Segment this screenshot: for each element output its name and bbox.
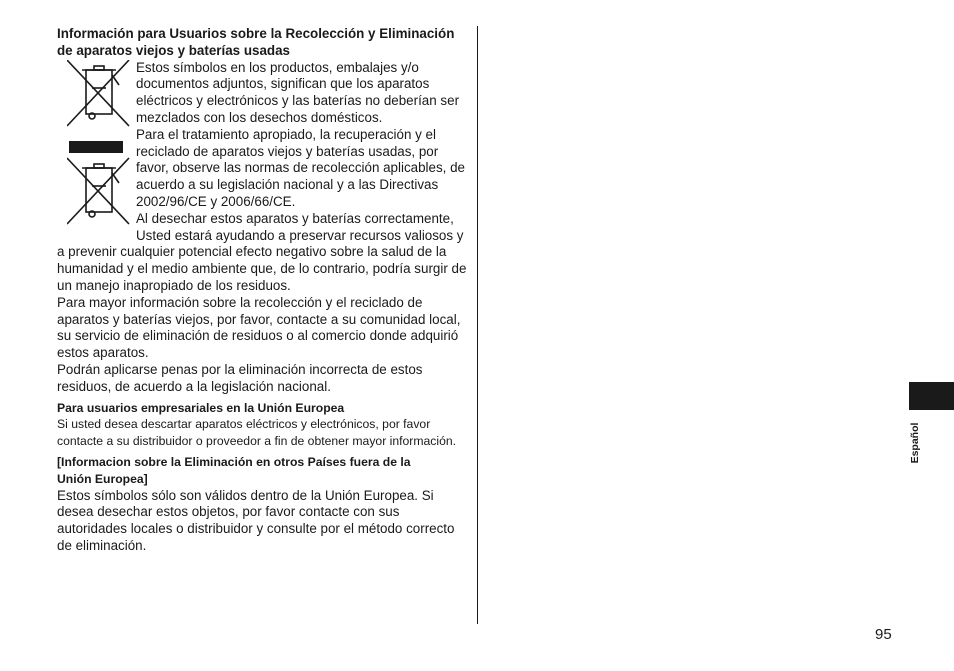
- section1-line: Podrán aplicarse penas por la eliminación incorrecta de estos: [57, 361, 423, 377]
- section3-line: de eliminación.: [57, 537, 147, 553]
- section1-line: mezclados con los desechos domésticos.: [136, 109, 383, 125]
- section3-heading-line-1: [Informacion sobre la Eliminación en otros Países fuera de la: [57, 454, 411, 469]
- section2-heading: Para usuarios empresariales en la Unión Europea: [57, 400, 345, 415]
- section1-line: estos aparatos.: [57, 345, 149, 361]
- weee-symbols: [67, 60, 135, 235]
- section1-line: un manejo inapropiado de los residuos.: [57, 277, 291, 293]
- section1-line: documentos adjuntos, significan que los aparatos: [136, 76, 430, 92]
- section1-line: Usted estará ayudando a preservar recursos valiosos y: [136, 227, 464, 243]
- language-label: Español: [909, 422, 921, 464]
- section1-line: acuerdo a su legislación nacional y a las Directivas: [136, 177, 439, 193]
- section1-heading-line-2: de aparatos viejos y baterías usadas: [57, 42, 290, 58]
- section1-line: su servicio de eliminación de residuos o al comercio donde adquirió: [57, 328, 459, 344]
- section1-line: reciclado de aparatos viejos y baterías usadas, por: [136, 143, 439, 159]
- section2-line: contacte a su distribuidor o proveedor a fin de obtener mayor información.: [57, 434, 457, 449]
- section2-line: Si usted desea descartar aparatos eléctricos y electrónicos, por favor: [57, 417, 431, 432]
- section1-line: eléctricos y electrónicos y las baterías no deberían ser: [136, 93, 460, 109]
- crossed-out-wheelie-bin-icon: [67, 60, 135, 230]
- section3-line: Estos símbolos sólo son válidos dentro de la Unión Europea. Si: [57, 487, 434, 503]
- section1-line: a prevenir cualquier potencial efecto negativo sobre la salud de la: [57, 244, 447, 260]
- section1-line: 2002/96/CE y 2006/66/CE.: [136, 193, 296, 209]
- section1-line: aparatos y baterías viejos, por favor, contacte a su comunidad local,: [57, 311, 461, 327]
- left-column: [57, 26, 469, 555]
- language-tab-marker: [909, 382, 954, 410]
- language-tab-label: [905, 418, 925, 468]
- section1-line: Estos símbolos en los productos, embalajes y/o: [136, 59, 419, 75]
- section3-line: autoridades locales o distribuidor y consulte por el método correcto: [57, 521, 455, 537]
- section1-line: favor, observe las normas de recolección aplicables, de: [136, 160, 465, 176]
- section1-heading-line-1: Información para Usuarios sobre la Recolección y Eliminación: [57, 26, 455, 41]
- section1-line: Al desechar estos aparatos y baterías correctamente,: [136, 210, 454, 226]
- section3-line: desea desechar estos objetos, por favor contacte con sus: [57, 504, 400, 520]
- section3-heading-line-2: Unión Europea]: [57, 471, 148, 486]
- page-number: 95: [875, 626, 892, 643]
- column-divider: [477, 26, 478, 624]
- section1-line: Para mayor información sobre la recolección y el reciclado de: [57, 294, 423, 310]
- section1-line: residuos, de acuerdo a la legislación nacional.: [57, 378, 331, 394]
- section1-line: humanidad y el medio ambiente que, de lo contrario, podría surgir de: [57, 261, 467, 277]
- section1-line: Para el tratamiento apropiado, la recuperación y el: [136, 126, 436, 142]
